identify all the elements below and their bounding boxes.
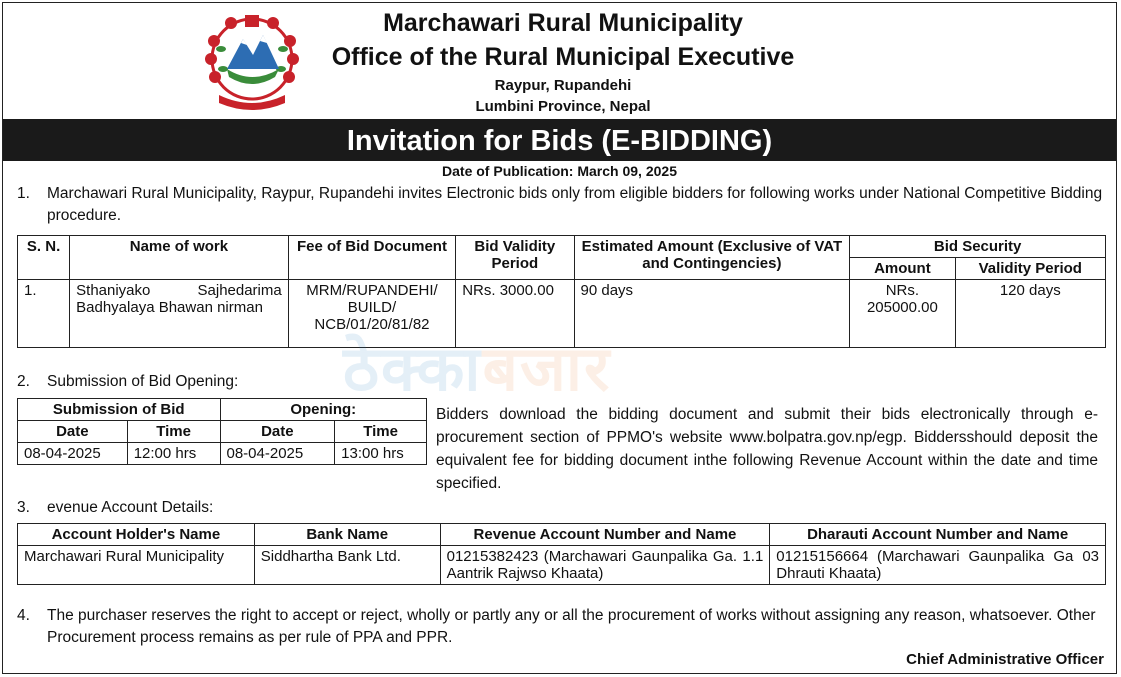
col-dharauti: Dharauti Account Number and Name: [770, 524, 1106, 546]
item-number: 3.: [17, 499, 30, 516]
cell-sub-time: 12:00 hrs: [127, 443, 220, 465]
item-1: [17, 183, 1107, 229]
cell-estimated: 90 days: [574, 280, 850, 348]
table-row: [18, 443, 427, 465]
publication-date: Date of Publication: March 09, 2025: [442, 163, 677, 179]
item-2: [17, 371, 617, 393]
col-sub-date: Date: [18, 421, 128, 443]
col-amount: Amount: [850, 258, 955, 280]
item-number: 4.: [17, 607, 30, 624]
header: [3, 3, 1116, 119]
nepal-emblem-icon: [201, 11, 303, 115]
item-text: Marchawari Rural Municipality, Raypur, Rupandehi invites Electronic bids only from eligible bidders for following works under National Competitive Bidding procedure.: [47, 185, 1103, 224]
address-line: Raypur, Rupandehi: [494, 77, 632, 94]
col-holder: Account Holder's Name: [18, 524, 255, 546]
col-validity-period: Validity Period: [955, 258, 1105, 280]
submission-table: [17, 398, 427, 465]
office-name: Office of the Rural Municipal Executive: [331, 43, 795, 71]
province-line: Lumbini Province, Nepal: [475, 98, 651, 115]
cell-holder: Marchawari Rural Municipality: [18, 546, 255, 585]
item-4: [17, 605, 1107, 651]
cell-validity: NRs. 3000.00: [456, 280, 574, 348]
col-open-time: Time: [335, 421, 427, 443]
cell-fee: MRM/RUPANDEHI/ BUILD/ NCB/01/20/81/82: [288, 280, 455, 348]
item-text: Submission of Bid Opening:: [47, 373, 239, 390]
municipality-name: Marchawari Rural Municipality: [383, 9, 743, 37]
cell-sub-date: 08-04-2025: [18, 443, 128, 465]
cell-amount: NRs. 205000.00: [850, 280, 955, 348]
item-number: 2.: [17, 373, 30, 390]
col-submission: Submission of Bid: [18, 399, 221, 421]
cell-sn: 1.: [18, 280, 70, 348]
table-row: [18, 546, 1106, 585]
col-opening: Opening:: [220, 399, 427, 421]
item-text: evenue Account Details:: [47, 499, 214, 516]
item-text: The purchaser reserves the right to accept or reject, wholly or partly any or all the procurement of works without assigning any reason, whatsoever. Other Procurement process remains as per rule of PPA and PPR.: [47, 607, 1096, 646]
col-security: Bid Security: [850, 236, 1106, 258]
watermark-part2: बजार: [482, 335, 612, 404]
cell-name: Sthaniyako Sajhedarima Badhyalaya Bhawan nirman: [70, 280, 289, 348]
cell-dharauti: 01215156664 (Marchawari Gaunpalika Ga 03 Dhrauti Khaata): [770, 546, 1106, 585]
notice-sheet: [2, 2, 1117, 674]
account-table: [17, 523, 1106, 585]
submission-instructions: Bidders download the bidding document and submit their bids electronically through e-procurement section of PPMO's website www.bolpatra.gov.np/egp. Biddersshould deposit the equivalent fee for bidding document inthe following Revenue Account within the date and time specified.: [436, 406, 1098, 492]
item-number: 1.: [17, 185, 30, 202]
col-fee: Fee of Bid Document: [288, 236, 455, 280]
col-open-date: Date: [220, 421, 335, 443]
watermark-part1: ठेक्का: [343, 335, 483, 404]
col-name: Name of work: [70, 236, 289, 280]
watermark: [343, 325, 611, 409]
col-revenue: Revenue Account Number and Name: [440, 524, 770, 546]
col-sn: S. N.: [18, 236, 70, 280]
cell-bank: Siddhartha Bank Ltd.: [254, 546, 440, 585]
cell-open-time: 13:00 hrs: [335, 443, 427, 465]
cell-revenue: 01215382423 (Marchawari Gaunpalika Ga. 1.1 Aantrik Rajwso Khaata): [440, 546, 770, 585]
title-bar: Invitation for Bids (E-BIDDING): [3, 119, 1116, 161]
col-validity: Bid Validity Period: [456, 236, 574, 280]
cell-validity-period: 120 days: [955, 280, 1105, 348]
col-estimated: Estimated Amount (Exclusive of VAT and Contingencies): [574, 236, 850, 280]
cell-open-date: 08-04-2025: [220, 443, 335, 465]
signature: Chief Administrative Officer: [906, 651, 1104, 668]
col-sub-time: Time: [127, 421, 220, 443]
item-3: [17, 497, 617, 519]
col-bank: Bank Name: [254, 524, 440, 546]
